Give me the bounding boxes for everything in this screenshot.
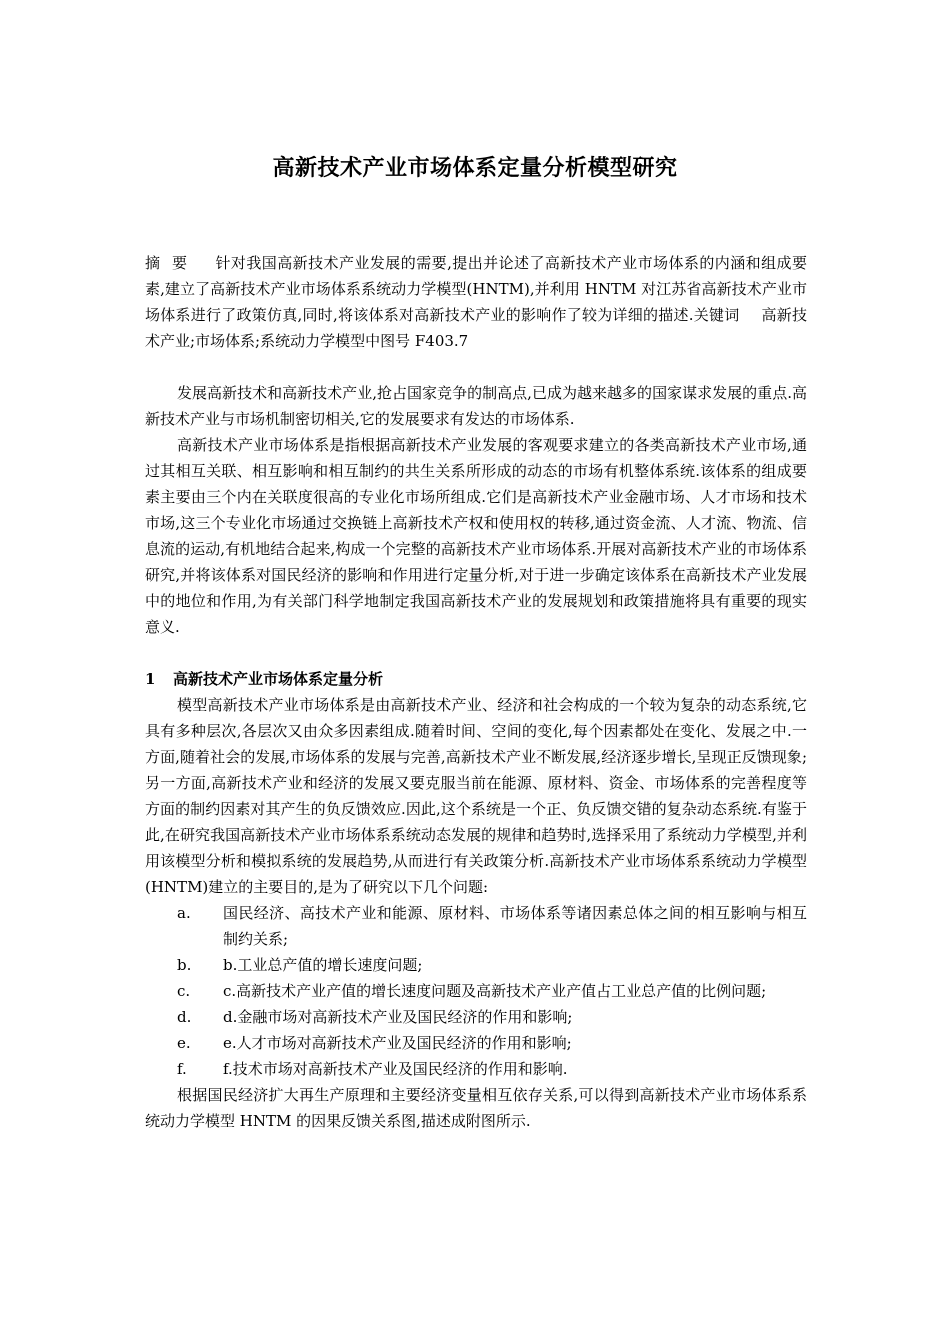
section-heading-text: 高新技术产业市场体系定量分析 <box>173 670 384 688</box>
list-marker: c. <box>177 982 191 1000</box>
document-title: 高新技术产业市场体系定量分析模型研究 <box>272 154 678 181</box>
list-item <box>145 1030 807 1056</box>
list-marker: b. <box>177 956 192 974</box>
list-item-text: e.人才市场对高新技术产业及国民经济的作用和影响; <box>223 1034 572 1052</box>
section-paragraph: 模型高新技术产业市场体系是由高新技术产业、经济和社会构成的一个较为复杂的动态系统,它具有多种层次,各层次又由众多因素组成.随着时间、空间的变化,每个因素都处在变化、发展之中.一方面,随着社会的发展,市场体系的发展与完善,高新技术产业不断发展,经济逐步增长,呈现正反馈现象;另一方面,高新技术产业和经济的发展又要克服当前在能源、原材料、资金、市场体系的完善程度等方面的制约因素对其产生的负反馈效应.因此,这个系统是一个正、负反馈交错的复杂动态系统.有鉴于此,在研究我国高新技术产业市场体系系统动态发展的规律和趋势时,选择采用了系统动力学模型,并利用该模型分析和模拟系统的发展趋势,从而进行有关政策分析.高新技术产业市场体系系统动力学模型(HNTM)建立的主要目的,是为了研究以下几个问题: <box>145 696 807 896</box>
closing-paragraph: 根据国民经济扩大再生产原理和主要经济变量相互依存关系,可以得到高新技术产业市场体系系统动力学模型 HNTM 的因果反馈关系图,描述成附图所示. <box>145 1086 807 1130</box>
intro-paragraph-2: 高新技术产业市场体系是指根据高新技术产业发展的客观要求建立的各类高新技术产业市场,通过其相互关联、相互影响和相互制约的共生关系所形成的动态的市场有机整体系统.该体系的组成要素主要由三个内在关联度很高的专业化市场所组成.它们是高新技术产业金融市场、人才市场和技术市场,这三个专业化市场通过交换链上高新技术产权和使用权的转移,通过资金流、人才流、物流、信息流的运动,有机地结合起来,构成一个完整的高新技术产业市场体系.开展对高新技术产业的市场体系研究,并将该体系对国民经济的影响和作用进行定量分析,对于进一步确定该体系在高新技术产业发展中的地位和作用,为有关部门科学地制定我国高新技术产业的发展规划和政策措施将具有重要的现实意义. <box>145 436 807 636</box>
keywords-text: 高新技术产业;市场体系;系统动力学模型中图号 F403.7 <box>145 306 807 350</box>
abstract-text: 针对我国高新技术产业发展的需要,提出并论述了高新技术产业市场体系的内涵和组成要素,建立了高新技术产业市场体系系统动力学模型(HNTM),并利用 HNTM 对江苏省高新技术产业市场体系进行了政策仿真,同时,将该体系对高新技术产业的影响作了较为详细的描述. <box>145 254 807 324</box>
list-marker: e. <box>177 1034 191 1052</box>
list-item <box>145 1056 807 1082</box>
list-marker: a. <box>177 904 191 922</box>
list-item <box>145 1004 807 1030</box>
list-item-text: c.高新技术产业产值的增长速度问题及高新技术产业产值占工业总产值的比例问题; <box>223 982 767 1000</box>
list-marker: d. <box>177 1008 192 1026</box>
spacer <box>145 354 807 380</box>
list-marker: f. <box>177 1060 187 1078</box>
keywords-label: 关键词 <box>693 306 740 324</box>
abstract <box>145 250 807 354</box>
abstract-label: 摘要 <box>145 254 200 272</box>
list-item <box>145 900 807 952</box>
list-item-text: b.工业总产值的增长速度问题; <box>223 956 423 974</box>
section-heading <box>145 666 807 692</box>
list-item-text: 国民经济、高技术产业和能源、原材料、市场体系等诸因素总体之间的相互影响与相互制约关系; <box>223 904 807 948</box>
list-item <box>145 978 807 1004</box>
section-number: 1 <box>145 670 156 688</box>
list-item <box>145 952 807 978</box>
list-item-text: d.金融市场对高新技术产业及国民经济的作用和影响; <box>223 1008 573 1026</box>
list-item-text: f.技术市场对高新技术产业及国民经济的作用和影响. <box>223 1060 568 1078</box>
intro-paragraph-1: 发展高新技术和高新技术产业,抢占国家竞争的制高点,已成为越来越多的国家谋求发展的重点.高新技术产业与市场机制密切相关,它的发展要求有发达的市场体系. <box>145 384 807 428</box>
spacer <box>145 640 807 666</box>
document-body <box>145 250 807 1134</box>
question-list <box>145 900 807 1082</box>
